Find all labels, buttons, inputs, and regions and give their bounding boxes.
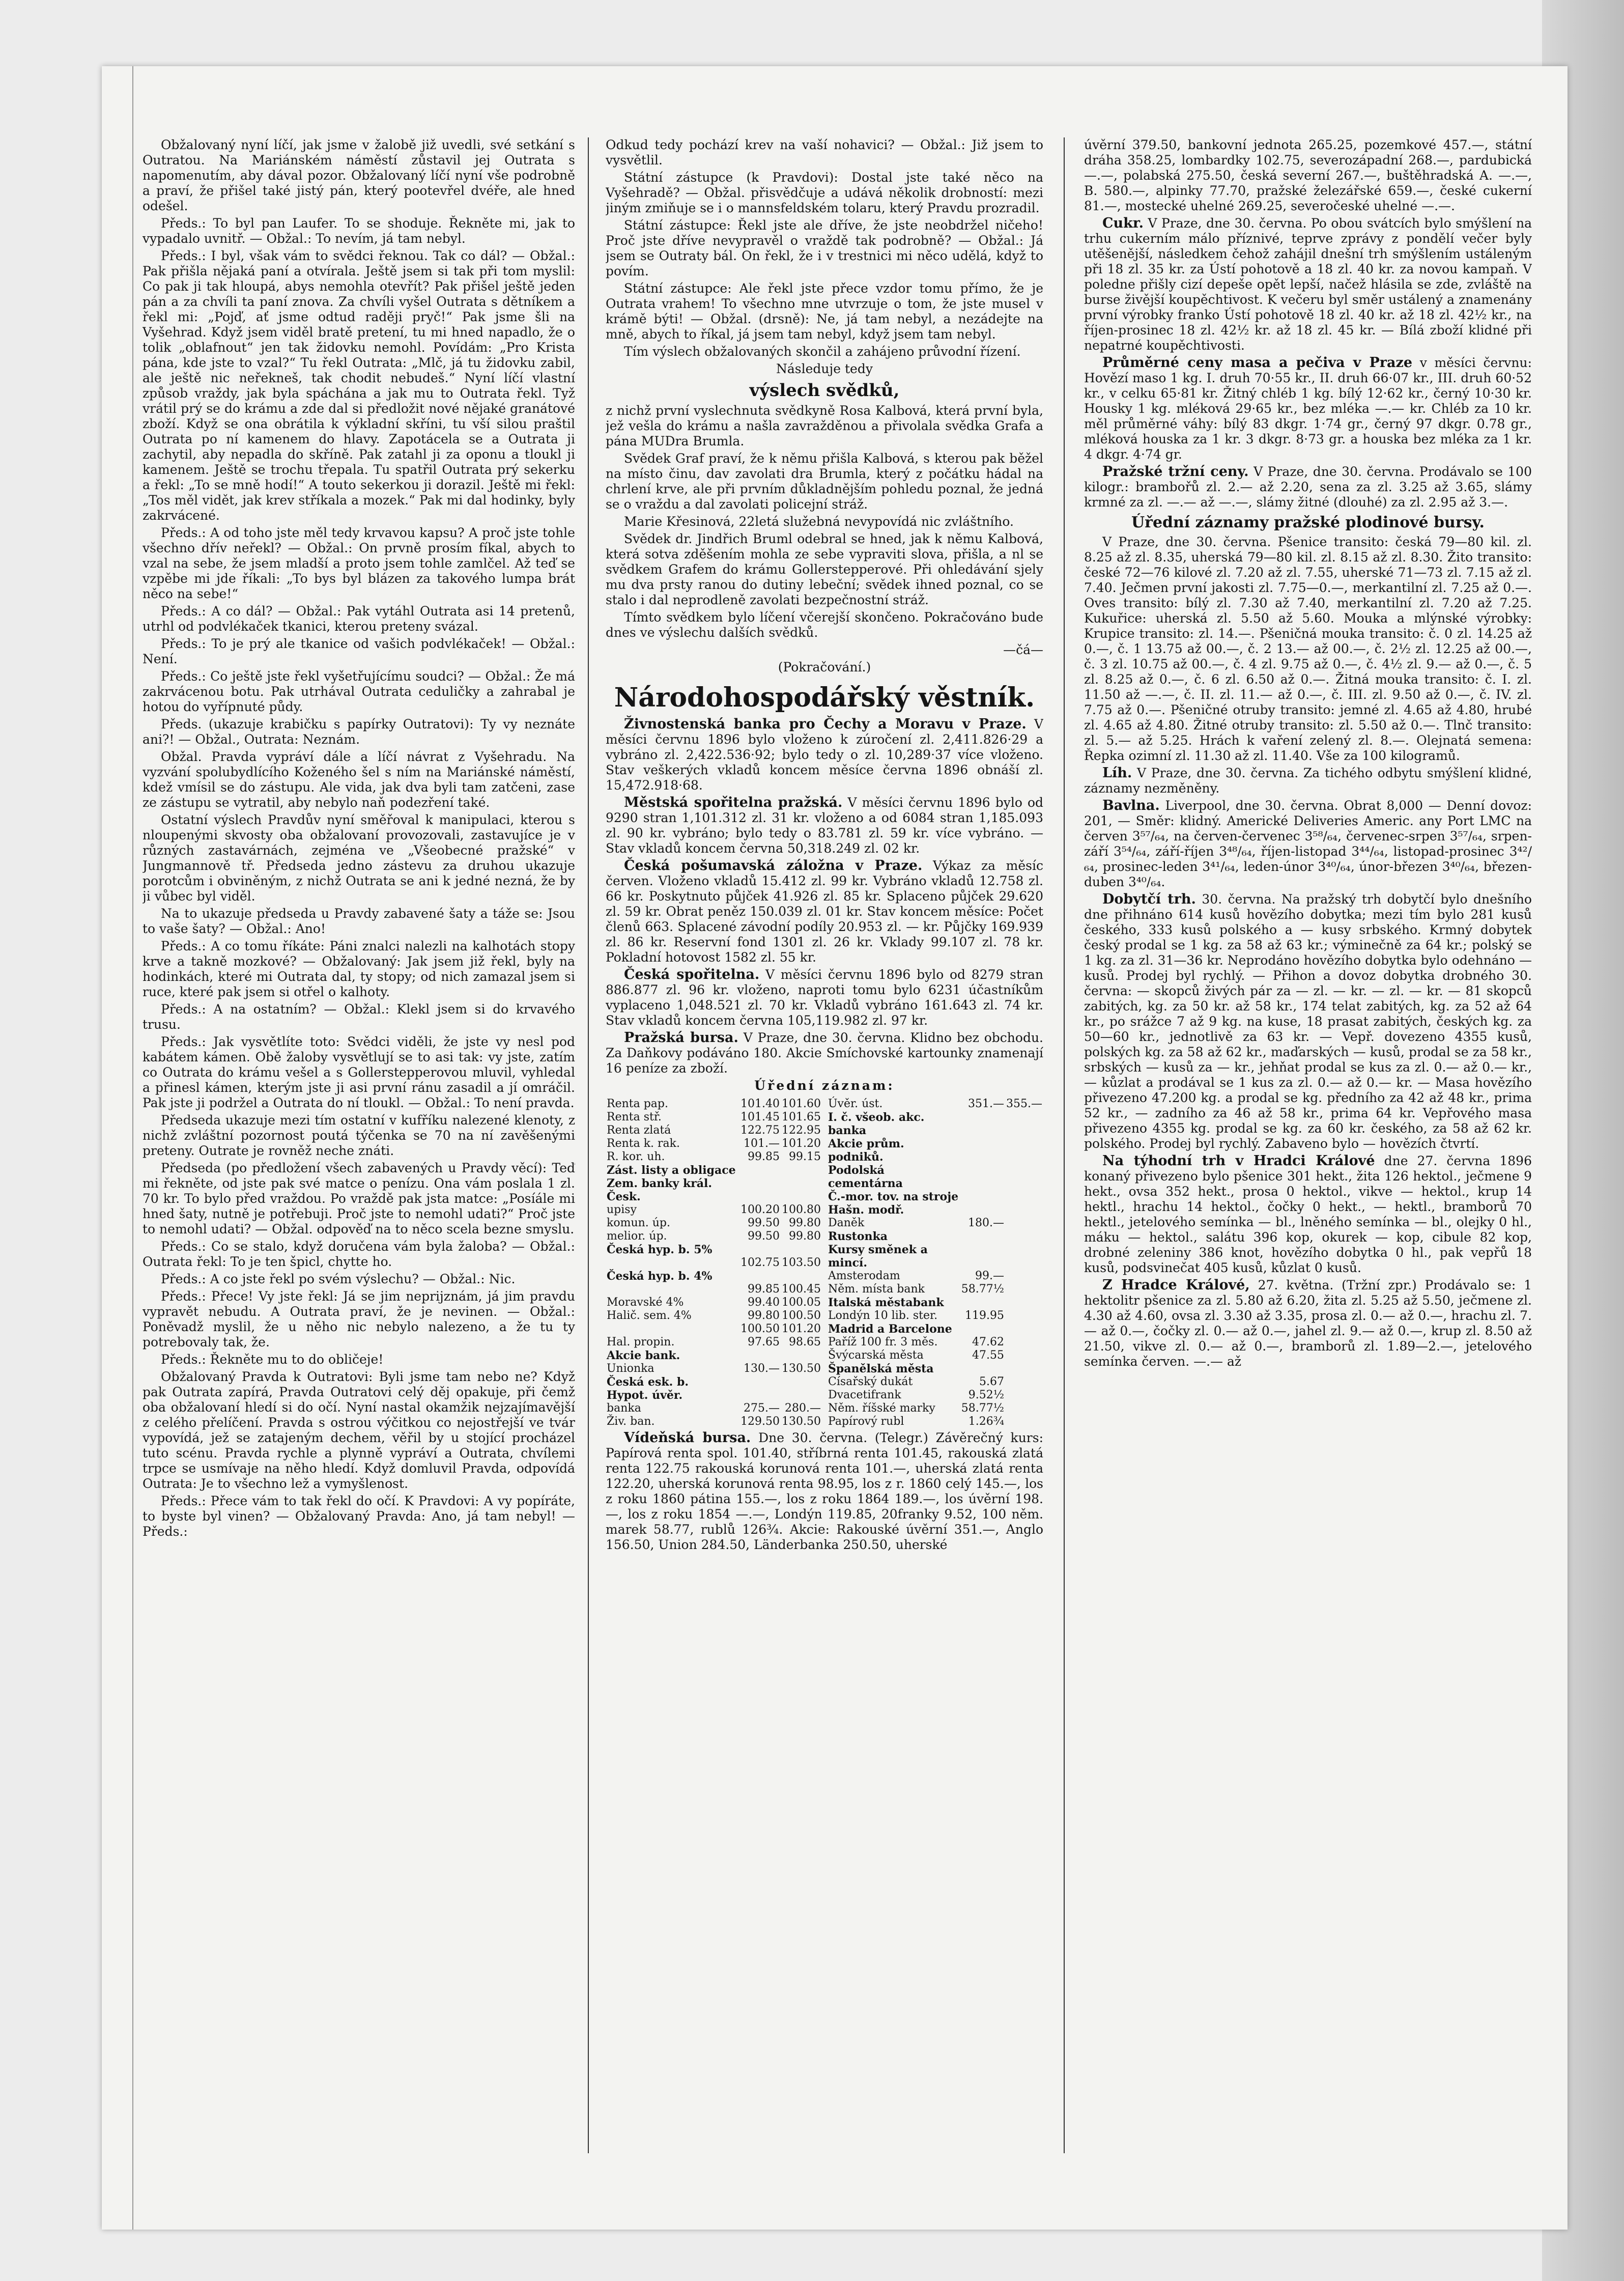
column-rule-1 [588, 137, 589, 2153]
economy-item-text: V měsíci červnu 1896 bylo od 8279 stran 886.877 zl. 96 kr. vloženo, naproti tomu bylo 6231 účastníkům vyplaceno 1,048.521 zl. 70 kr. Vkladů vybráno 161.643 zl. 74 kr. Stav vkladů koncem června 105,119.982 zl. 97 kr. [606, 967, 1043, 1028]
quote-label: Úvěr. úst. [828, 1097, 883, 1110]
quotes-title: Úřední záznam: [754, 1078, 895, 1093]
quote-row [827, 1203, 1043, 1217]
economy-item-text: V měsíci červnu 1896 bylo vloženo k zúročení zl. 2,411.826·29 a vybráno zl. 2,422.536·92; bylo tedy o zl. 10,289·37 více vloženo. Stav veškerých vkladů koncem měsíce června 1896 obnáší zl. 15,472.918·68. [606, 717, 1043, 793]
quote-value: 101.20 [782, 1137, 821, 1150]
quote-label: Španělská města [828, 1362, 934, 1375]
quote-value: 101.60 [782, 1097, 821, 1110]
quote-row [827, 1097, 1043, 1111]
quote-label: melior. úp. [607, 1230, 667, 1243]
quote-value: 98.65 [789, 1336, 821, 1348]
trial-paragraph: Předs.: Co ještě jste řekl vyšetřujícímu soudci? — Obžal.: Že má zakrvácenou botu. Pak utrhával Outrata ceduličky a zahrabal je hotou do vyřípnuté půdy. [143, 669, 575, 714]
trial-paragraph: Na to ukazuje předseda u Pravdy zabavené šaty a táže se: Jsou to vaše šaty? — Obžal.: Ano! [143, 906, 575, 936]
continued-note: (Pokračování.) [778, 660, 871, 674]
quote-row [606, 1362, 822, 1375]
quote-row [606, 1164, 822, 1177]
quote-value: 47.55 [972, 1349, 1005, 1362]
market-item-head: Bavlna. [1102, 798, 1160, 813]
quote-value: 99.50 [748, 1217, 780, 1229]
witness-heading: výslech svědků, [749, 380, 900, 401]
quote-label: Moravské 4% [607, 1296, 684, 1309]
trial-paragraph: Obžalovaný nyní líčí, jak jsme v žalobě již uvedli, své setkání s Outratou. Na Mariánském náměstí zůstavil jej Outrata s napomenutím, aby dával pozor. Obžalovaný líčí nyní vše podrobně a praví, že přišel také jistý pán, který pootevřel dvéře, ale hned odešel. [143, 137, 575, 213]
quote-value [781, 1177, 822, 1203]
economy-item [606, 967, 1043, 1028]
quote-label: Amsterodam [828, 1270, 900, 1282]
quote-value: 97.65 [748, 1336, 780, 1348]
quote-value: 101.20 [782, 1322, 821, 1335]
quote-label: Něm. říšské marky [828, 1402, 935, 1415]
quote-label: Hal. propin. [607, 1336, 675, 1348]
quote-row [606, 1203, 822, 1217]
quote-value [739, 1389, 781, 1402]
quote-value: 9.52½ [968, 1389, 1005, 1401]
quote-value [960, 1243, 1005, 1270]
quote-value: 180.— [968, 1217, 1005, 1229]
quote-value [1005, 1217, 1043, 1230]
quote-label: banka [607, 1402, 641, 1415]
bourse-text: V Praze, dne 30. června. Pšenice transito: česká 79—80 kil. zl. 8.25 až zl. 8.35, uherská 79—80 kil. zl. 8.15 až zl. 8.30. Žito transito: české 72—76 kilové zl. 7.20 až zl. 7.55, uherské 71—73 zl. 7.15 až zl. 7.40. Ječmen první jakosti zl. 7.75—0.—, merkantilní zl. 7.25 až 0.—. Oves transito: bílý zl. 7.30 až 7.40, merkantilní zl. 7.20 až 7.25. Kukuřice: uherská zl. 5.50 až 5.60. Mouka a mlýnské výrobky: Krupice transito: zl. 14.—. Pšeničná mouka transito: č. 0 zl. 14.25 až 0.—, č. 1 13.75 až 00.—, č. 2 13.— až 00.—, č. 2½ zl. 12.25 až 00.—, č. 3 zl. 10.75 až 00.—, č. 4 zl. 9.75 až 0.—, č. 4½ zl. 9.— až 0.—, č. 5 zl. 8.25 až 0.—, č. 6 zl. 6.50 až 0.—. Žitná mouka transito: č. I. zl. 11.50 až —.—, č. II. zl. 11.— až 0.—, č. III. zl. 9.50 až 0.—, č. IV. zl. 7.75 až 0.—. Pšeničné otruby transito: jemné zl. 4.65 až 4.80, hrubé zl. 4.65 až 4.80. Žitné otruby transito: zl. 5.50 až 0.—. Tlnč transito: zl. 5.— až 5.25. Hrách k vaření zelený zl. 8.—. Olejnatá semena: Řepka ozimní zl. 11.30 až zl. 11.40. Vše za 100 kilogramů. [1084, 534, 1532, 763]
quote-label [606, 1322, 739, 1336]
trial-paragraph: Ostatní výslech Pravdův nyní směřoval k manipulaci, kterou s nloupenými skvosty oba obžalovaní provozovali, zastavujíce je v různých zastavárnách, zejména ve „Všeobecné pražské“ v Jungmannově tř. Předseda jedno zástevu za druhou ukazuje porotcům i obviněným, z nichž Outrata se ani k jedné nezná, že by ji vůbec byl viděl. [143, 812, 575, 904]
quote-row [827, 1217, 1043, 1230]
quote-row [827, 1322, 1043, 1336]
economy-item-head: Česká spořitelna. [624, 967, 760, 982]
quote-label: Dvacetifrank [828, 1389, 901, 1401]
quote-row [606, 1415, 822, 1428]
market-item-head: Dobytčí trh. [1102, 891, 1196, 907]
market-item [1084, 1278, 1532, 1369]
quote-label: Renta zlatá [607, 1124, 671, 1137]
quote-value [960, 1230, 1005, 1243]
quote-value: 355.— [1006, 1097, 1042, 1110]
market-item [1084, 464, 1532, 510]
economy-item-head: Česká pošumavská záložna v Praze. [624, 858, 923, 874]
quote-value: 280.— [785, 1402, 821, 1415]
quote-value [1005, 1190, 1043, 1203]
trial-paragraph: Předseda ukazuje mezi tím ostatní v kufříku nalezené klenoty, z nichž zvláštní pozornost poutá týčenka se 70 na ní zavěšenými preteny. Outrate je rovněž neche znáti. [143, 1113, 575, 1158]
quote-value [960, 1203, 1005, 1217]
quote-label: Švýcarská města [828, 1349, 924, 1362]
quote-value [1005, 1309, 1043, 1322]
quote-label: Renta pap. [607, 1097, 668, 1110]
bourse-heading: Úřední záznamy pražské plodinové bursy. [1131, 514, 1485, 531]
quote-label: Podolská cementárna [828, 1164, 903, 1190]
quote-row [827, 1309, 1043, 1322]
economy-item-head: Pražská bursa. [624, 1030, 738, 1046]
quote-value [781, 1375, 822, 1389]
market-item-head: Cukr. [1102, 215, 1144, 231]
trial-paragraph: Předs. (ukazuje krabičku s papírky Outratovi): Ty vy neznáte ani?! — Obžal., Outrata: Neznám. [143, 717, 575, 747]
quote-row [606, 1375, 822, 1389]
quote-value: 5.67 [979, 1375, 1005, 1388]
economy-item [606, 795, 1043, 856]
quote-value: 122.95 [782, 1124, 821, 1137]
quote-value: 100.20 [740, 1203, 780, 1216]
trial-paragraph: Předseda (po předložení všech zabavených u Pravdy věcí): Teď mi řekněte, od jste pak své matce o penízu. Ona vám poslala 1 zl. 70 kr. To bylo před vraždou. Po vraždě pak jsta matce: „Posíále mi hned šaty, nutně je potřebuji. Proč jste to nemohl udati?“ Proč jste to nemohl udati? — Obžal. odpověď na to něco scela bezne smyslu. [143, 1161, 575, 1236]
quote-row [606, 1322, 822, 1336]
column-witnesses-economy [606, 137, 1043, 2153]
quote-label: Madrid a Barcelone [828, 1322, 952, 1336]
quote-label: Londýn 10 lib. ster. [828, 1309, 938, 1322]
market-item-text: Liverpool, dne 30. června. Obrat 8,000 — Denní dovoz: 201, — Směr: klidný. Americké Deliveries Americ. any Port LMC na červen 3⁵⁷/₆₄, na červen-červenec 3⁵⁸/₆₄, červenec-srpen 3⁵⁷/₆₄, srpen-září 3⁵⁴/₆₄, září-říjen 3⁴⁸/₆₄, říjen-listopad 3⁴⁴/₆₄, listopad-prosinec 3⁴²/₆₄, prosinec-leden 3⁴¹/₆₄, leden-únor 3⁴⁰/₆₄, únor-březen 3⁴⁰/₆₄, březen-duben 3⁴⁰/₆₄. [1084, 798, 1532, 889]
quote-row [827, 1243, 1043, 1270]
quote-value: 99.50 [748, 1230, 780, 1243]
quote-label: komun. úp. [607, 1217, 671, 1229]
quote-value [1005, 1336, 1043, 1349]
column-markets [1084, 137, 1532, 2153]
quote-value: 130.50 [782, 1415, 821, 1428]
market-item-text: dne 27. června 1896 konaný přivezeno bylo pšenice 301 hekt., žita 126 hektol., ječmene 9 hekt., ovsa 352 hekt., prosa 0 hektol., vikve — hektol., krup 14 hektl., hrachu 14 hektol., čočky 0 hekt., — hektl., bramborů 70 hektl., jetelového semínka — bl., lněného semínka — bl., olejky 0 hl., máku — hektol., salátu 396 kop, okurek — kop, cibule 82 kop, drobné zeleniny 386 knot, hovězího dobytka 0 hl., pak vepřů 18 kusů, podsvinečat 405 kusů, kůzlat 0 kusů. [1084, 1153, 1532, 1275]
quote-value: 100.50 [782, 1309, 821, 1322]
trial-paragraph: Státní zástupce: Ale řekl jste přece vzdor tomu přímo, že je Outrata vrahem! To všechno mne utvrzuje o tom, že jste musel v krámě býti! — Obžal. (drsně): Ne, já tam nebyl, a nezádejte na mně, abych to říkal, já jsem tam nebyl, když jsem tam nebyl. [606, 281, 1043, 342]
quote-value: 101.40 [740, 1097, 780, 1110]
quote-value: 1.26¾ [968, 1415, 1005, 1428]
quote-value: 99.85 [748, 1150, 780, 1163]
quote-value [1005, 1296, 1043, 1309]
quote-row [606, 1137, 822, 1150]
economy-item-head: Živnostenská banka pro Čechy a Moravu v Praze. [624, 716, 1027, 732]
quote-value: 100.80 [782, 1203, 821, 1216]
quote-label: Renta stř. [607, 1111, 662, 1123]
quote-label: Česká esk. b. [607, 1375, 689, 1389]
quote-row [827, 1137, 1043, 1164]
quote-row [606, 1309, 822, 1322]
economy-item [606, 1030, 1043, 1076]
economy-section-title: Národohospodářský věstník. [614, 682, 1035, 713]
quote-label: Daněk [828, 1217, 865, 1229]
quote-row [606, 1230, 822, 1243]
economy-item-head: Městská spořitelna pražská. [624, 795, 843, 810]
quote-value: 100.05 [782, 1296, 821, 1309]
quote-value [781, 1243, 822, 1256]
quote-value [1005, 1243, 1043, 1270]
quote-value [1005, 1362, 1043, 1375]
quote-row [606, 1336, 822, 1349]
quote-value: 47.62 [972, 1336, 1005, 1348]
market-item-head: Průměrné ceny masa a pečiva v Praze [1102, 355, 1413, 371]
quote-row [606, 1270, 822, 1283]
quote-value: 99.80 [789, 1217, 821, 1229]
quote-value [1005, 1164, 1043, 1190]
quote-label: Zást. listy a obligace [607, 1164, 736, 1177]
quote-value: 99.— [975, 1270, 1005, 1282]
quote-value: 99.40 [748, 1296, 780, 1309]
market-item [1084, 798, 1532, 890]
quote-value [781, 1349, 822, 1362]
quote-value: 122.75 [740, 1124, 780, 1137]
quote-label [606, 1283, 739, 1296]
quote-label: Česká hyp. b. 5% [607, 1243, 713, 1256]
quote-value [960, 1111, 1005, 1137]
quote-value [781, 1164, 822, 1177]
economy-item-text: Dne 30. června. (Telegr.) Závěrečný kurs: Papírová renta spol. 101.40, stříbrná renta 101.45, rakouská zlatá renta 122.75 rakouská korunová renta 101.—, uherská zlatá renta 122.20, uherská korunová renta 98.95, los z r. 1860 celý 145.—, los z roku 1860 pátina 155.—, los z roku 1864 189.—, los úvěrní 198.—, los z roku 1854 —.—, Londýn 119.85, 20franky 9.52, 100 něm. marek 58.77, rublů 126¾. Akcie: Rakouské úvěrní 351.—, Anglo 156.50, Union 284.50, Länderbanka 250.50, uherské [606, 1430, 1043, 1552]
quote-value: 99.85 [748, 1283, 780, 1296]
quote-row [827, 1402, 1043, 1415]
quote-value: 351.— [968, 1097, 1005, 1110]
trial-paragraph: Obžal. Pravda vypráví dále a líčí návrat z Vyšehradu. Na vyzvání spolubydlícího Koženého šel s ním na Mariánské náměstí, kdež vmísil se do zástupu. Ale vida, jak dva byli tam zatčeni, zase ze zástupu se vytratil, aby nebylo naň podezření také. [143, 749, 575, 810]
economy-item [606, 717, 1043, 793]
quote-value [1005, 1375, 1043, 1389]
quote-value [1005, 1402, 1043, 1415]
quote-row [606, 1150, 822, 1164]
quote-row [827, 1296, 1043, 1309]
quote-value: 100.50 [740, 1322, 780, 1335]
quote-value [1005, 1203, 1043, 1217]
quote-row [827, 1415, 1043, 1428]
economy-item-text: V Praze, dne 30. června. Klidno bez obchodu. Za Daňkovy podáváno 180. Akcie Smíchovské kartounky znamenají 16 peníze za zboží. [606, 1030, 1043, 1076]
quote-value [960, 1362, 1005, 1375]
quote-label: Papírový rubl [828, 1415, 904, 1428]
economy-item-head: Vídeňská bursa. [624, 1430, 751, 1446]
market-item-text: 27. května. (Tržní zpr.) Prodávalo se: 1 hektolitr pšenice za zl. 5.80 až 6.20, žita zl. 5.25 až 5.50, ječmene zl. 4.30 až 4.60, ovsa zl. 3.30 až 3.35, prosa zl. 0.— až 0.—, hrachu zl. 7.— až 0.—, čočky zl. 0.— až 0.—, jahel zl. 9.— až 0.—, krup zl. 8.50 až 21.50, vikve zl. 0.— až 0.—, bramborů zl. 1.89—2.—, jetelového semínka červen. —.— až [1084, 1278, 1532, 1369]
quote-label: Italská městabank [828, 1296, 944, 1309]
witness-paragraph: Svědek dr. Jindřich Bruml odebral se hned, jak k němu Kalbová, která sotva zděšením mohla ze sebe vypraviti slova, přišla, a nl se svědkem Grafem do krámu Gollerstepperové. Při ohledávání sjely mu dva prsty ranou do dutiny lebeční; svědek ihned poznal, co se stalo i dal neprodleně zavolati bezpečnostní stráž. [606, 531, 1043, 607]
quotes-table-left [606, 1097, 822, 1428]
trial-paragraph: Předs.: Řekněte mu to do obličeje! [161, 1352, 384, 1367]
quote-row [827, 1362, 1043, 1375]
quote-row [606, 1349, 822, 1362]
trial-paragraph: Předs.: A co tomu říkáte: Páni znalci nalezli na kalhotách stopy krve a takně mozkové? — Obžalovaný: Jak jsem již řekl, byly na hodinkách, které mi Outrata dal, ty stopy; od nich zamazal jsem si ruce, které pak jsem si otřel o kalhoty. [143, 939, 575, 999]
economy-item [606, 1430, 1043, 1553]
quote-label: Akcie bank. [607, 1349, 680, 1362]
quote-label: Hypot. úvěr. [607, 1389, 683, 1402]
witness-paragraph: Svědek Graf praví, že k němu přišla Kalbová, s kterou pak běžel na místo činu, dav zavolati dra Brumla, který z počátku hádal na chrlení krve, ale při prvním důkladnějším pohledu poznal, že jedná se o vraždu a dal zavolati policejní stráž. [606, 451, 1043, 512]
trial-paragraph: Předs.: Jak vysvětlíte toto: Svědci viděli, že jste vy nesl pod kabátem kámen. Obě žaloby vysvětlují se to asi tak: vy jste, zatím co Outrata do krámu vešel a s Gollerstepperovou mluvil, vyhledal a přinesl kámen, kterým jste ji asi první ránu zasadil a jí omráčil. Pak jste ji podržel a Outrata do ní tloukl. — Obžal.: To není pravda. [143, 1034, 575, 1110]
quote-row [606, 1217, 822, 1230]
quote-value [960, 1164, 1005, 1190]
quote-value: 130.50 [782, 1362, 821, 1375]
quotes-table-right [827, 1097, 1043, 1428]
quote-row [606, 1111, 822, 1124]
market-item-text: V Praze, dne 30. června. Po obou svátcích bylo smýšlení na trhu cukerním málo příznivé, teprve zprávy z pondělí večer byly utěšenější, následkem čehož zahájil dnešní trh smýšlením ustáleným při 18 zl. 35 kr. za Ústí pohotově a 18 zl. 40 kr. za novou kampaň. V poledne přišly cizí depeše opět lepší, načež hlásila se zde, zvláště na burse živější koupěchtivost. K večeru byl směr ustálený a znamenány první výrobky franko Ústí pohotově 18 zl. 40 kr. až 18 zl. 42½ kr., na říjen-prosinec 18 zl. 42½ kr. až 18 zl. 45 kr. — Bílá zboží klidné při nepatrné koupěchtivosti. [1084, 216, 1532, 353]
quote-label: upisy [607, 1203, 637, 1216]
quote-value [781, 1270, 822, 1283]
quote-value [739, 1349, 781, 1362]
quote-value [960, 1137, 1005, 1164]
quote-label [606, 1256, 739, 1270]
column-rule-2 [1064, 137, 1065, 2153]
quote-label: Halič. sem. 4% [607, 1309, 692, 1322]
quote-value: 102.75 [740, 1256, 780, 1269]
trial-paragraph: Předs.: I byl, však vám to svědci řeknou. Tak co dál? — Obžal.: Pak přišla nějaká paní a otvírala. Ještě jsem si tak při tom myslil: Co pak ji tak hloupá, abys nemohla otevřít? Pak přišel ještě jeden pán a za chvíli ta paní znova. Za chvíli vyšel Outrata s dětníkem a řekl mi: „Pojď, ať jsme odtud raději pryč!“ Pak jsme šli na Vyšehrad. Když jsem viděl bratě pretení, tu mi hned napadlo, že o tolik „oblafnout“ jen tak židovku nemohl. Povídám: „Pro Krista pána, kde jste to vzal?“ Tu řekl Outrata: „Mlč, já tu židovku zabil, ale ještě nic neřekneš, tak chodit nebudeš.“ Nyní líčí vlastní způsob vraždy, jak byla spáchána a jak mu to Outrata řekl. Tyž vrátil prý se do krámu a zde dal si předložit nové nějaké granátové zboží. Když se ona obrátila k výkladní skříni, tu vší silou praštil Outrata po ní kamenem do hlavy. Zapotácela se a Outrata ji zachytil, aby nepadla do skříně. Pak zatahl ji za oponu a tloukl ji kamenem. Ještě se trochu třepala. Tu spatřil Outrata prý sekerku a řekl: „To se mně hodí!“ A touto sekerkou ji dorazil. Ještě mi řekl: „Tos měl vidět, jak krev stříkala a mozek.“ Pak mi dal hodinky, byly zakrvácené. [143, 248, 575, 523]
quote-value: 99.80 [748, 1309, 780, 1322]
economy-item-text: V měsíci červnu 1896 bylo od 9290 stran 1,101.312 zl. 31 kr. vloženo a od 6084 stran 1,185.093 zl. 90 kr. vybráno; bylo tedy o 83.781 zl. 59 kr. více vybráno. — Stav vkladů koncem června 50,318.249 zl. 02 kr. [606, 795, 1043, 856]
quote-value: 129.50 [740, 1415, 780, 1428]
quote-value: 119.95 [965, 1309, 1005, 1322]
quote-row [827, 1389, 1043, 1402]
quote-value: 100.45 [782, 1283, 821, 1296]
quote-value: 99.80 [789, 1230, 821, 1243]
trial-paragraph: Tím výslech obžalovaných skončil a zahájeno průvodní řízení. [624, 344, 1021, 359]
quote-value [960, 1322, 1005, 1336]
quote-row [827, 1111, 1043, 1137]
economy-item [606, 858, 1043, 965]
quote-value [1005, 1230, 1043, 1243]
quote-row [606, 1256, 822, 1270]
quote-value: 58.77½ [961, 1402, 1005, 1415]
quote-value [739, 1177, 781, 1203]
trial-paragraph: Předs.: To byl pan Laufer. To se shoduje. Řekněte mi, jak to vypadalo uvnitř. — Obžal.: To nevím, já tam nebyl. [143, 216, 575, 246]
quote-row [606, 1097, 822, 1111]
quote-label: I. č. všeob. akc. banka [828, 1111, 925, 1137]
market-item-head: Z Hradce Králové, [1102, 1277, 1250, 1293]
quote-value [1005, 1322, 1043, 1336]
newspaper-page [102, 66, 1568, 2230]
quote-label: Živ. ban. [607, 1415, 655, 1428]
quote-value [1005, 1389, 1043, 1402]
quote-label: Č.-mor. tov. na stroje [828, 1190, 959, 1203]
quote-label: Akcie prům. podniků. [828, 1137, 904, 1164]
quote-row [827, 1336, 1043, 1349]
quote-value [960, 1190, 1005, 1203]
quote-value: 130.— [744, 1362, 780, 1375]
trial-paragraph: Předs.: A co jste řekl po svém výslechu? — Obžal.: Nic. [161, 1272, 516, 1286]
quote-label: Unionka [607, 1362, 654, 1375]
witness-paragraph: z nichž první vyslechnuta svědkyně Rosa Kalbová, která první byla, jež vešla do krámu a našla zavražděnou a přivolala svědka Grafa a pána MUDra Brumla. [606, 403, 1043, 448]
trial-paragraph: Předs.: Přece! Vy jste řekl: Já se jim neprijznám, já jim pravdu vypravět nebudu. A Outrata praví, že je nevinen. — Obžal.: Poněvadž myslil, že u něho nic nebylo nalezeno, a že tu ty potrebovaly tak, že. [143, 1289, 575, 1349]
quote-value: 275.— [744, 1402, 780, 1415]
market-item [1084, 216, 1532, 353]
market-item-head: Líh. [1102, 765, 1132, 781]
economy-item-text: Výkaz za měsíc červen. Vloženo vkladů 15.412 zl. 99 kr. Vybráno vkladů 12.758 zl. 66 kr. Poskytnuto půjček 41.926 zl. 85 kr. Splaceno půjček 29.620 zl. 59 kr. Obrat peněz 150.039 zl. 01 kr. Stav koncem měsíce: Počet členů 663. Splacené závodní podíly 20.953 zl. — kr. Půjčky 169.939 zl. 86 kr. Reservní fond 1301 zl. 26 kr. Vklady 99.107 zl. 78 kr. Pokladní hotovost 1582 zl. 55 kr. [606, 858, 1043, 965]
trial-paragraph: Předs.: A co dál? — Obžal.: Pak vytáhl Outrata asi 14 pretenů, utrhl od podvlékaček tkanici, kterou preteny svázal. [143, 604, 575, 634]
quote-label: Paříž 100 fr. 3 měs. [828, 1336, 938, 1348]
quotes-tables [606, 1095, 1043, 1430]
market-item-head: Na týhodní trh v Hradci Králové [1102, 1153, 1375, 1169]
market-item [1084, 892, 1532, 1151]
trial-paragraph: Předs.: To je prý ale tkanice od vašich podvlékaček! — Obžal.: Není. [143, 636, 575, 666]
quote-value: 58.77½ [961, 1283, 1005, 1296]
market-item-text: v měsíci červnu: Hovězí maso 1 kg. I. druh 70·55 kr., II. druh 66·07 kr., III. druh 60·52 kr., v celku 65·81 kr. Žitný chléb 1 kg. bílý 12·62 kr., černý 10·30 kr. Housky 1 kg. mléková 29·65 kr., bez mléka —.— kr. Chléb za 10 kr. měl průměrné váhy: bílý 83 dkgr. 1·74 gr., černý 97 dkgr. 0.78 gr., mléková houska za 1 kr. 3 dkgr. 8·73 gr. a houska bez mléka za 1 kr. 4 dkgr. 4·74 gr. [1084, 355, 1532, 462]
quote-row [827, 1164, 1043, 1190]
market-item-text: V Praze, dne 30. června. Za tichého odbytu smýšlení klidné, záznamy nezměněny. [1084, 766, 1532, 796]
witness-paragraph: Marie Křesinová, 22letá služebná nevypovídá nic zvláštního. [624, 514, 1014, 529]
quote-row [606, 1243, 822, 1256]
trial-paragraph: Následuje tedy [776, 361, 873, 376]
quote-row [827, 1349, 1043, 1362]
quote-label: Zem. banky král. Česk. [607, 1177, 713, 1203]
quote-value [739, 1243, 781, 1256]
quote-row [606, 1283, 822, 1296]
trial-paragraph: Obžalovaný Pravda k Outratovi: Byli jsme tam nebo ne? Když pak Outrata zapírá, Pravda Outratovi celý děj opakuje, při čemž oba obžalovaní hledí si do očí. Nyní nastal okamžik nejzajímavější z celého přelíčení. Pravda s ostrou výčitkou co nejostřejší ve tvár vypovídá, jež se zatajeným dechem, věřil by u stojící procházel tuto scénu. Pravda rychle a plynně vypráví a Outrata, chvílemi trpce se usmívaje na něho hledí. Když domluvil Pravda, odpovídá Outrata: Je to všechno lež a vymyšlenost. [143, 1369, 575, 1491]
trial-paragraph: Předs.: Co se stalo, když doručena vám byla žaloba? — Obžal.: Outrata řekl: To je ten špicl, chytte ho. [143, 1239, 575, 1269]
quote-value: 101.65 [782, 1111, 821, 1123]
market-item [1084, 766, 1532, 796]
quote-value [1005, 1349, 1043, 1362]
quote-label: Něm. místa bank [828, 1283, 925, 1296]
quote-label: R. kor. uh. [607, 1150, 665, 1163]
author-signature: —čá— [1003, 642, 1043, 657]
market-item [1084, 355, 1532, 462]
quote-value [1005, 1415, 1043, 1428]
quote-row [606, 1402, 822, 1415]
quote-value: 101.45 [740, 1111, 780, 1123]
trial-paragraph: Předs.: A na ostatním? — Obžal.: Klekl jsem si do krvavého trusu. [143, 1002, 575, 1032]
quote-row [827, 1190, 1043, 1203]
market-item-head: Pražské tržní ceny. [1102, 464, 1249, 480]
quote-label: Císařský dukát [828, 1375, 913, 1388]
quote-value: 103.50 [782, 1256, 821, 1269]
binding-fold [132, 66, 133, 2230]
trial-paragraph: Předs.: Přece vám to tak řekl do očí. K Pravdovi: A vy popíráte, to byste byl vinen? — Obžalovaný Pravda: Ano, já tam nebyl! — Předs.: [143, 1494, 575, 1539]
quote-label: Rustonka [828, 1230, 888, 1243]
quote-value [1005, 1137, 1043, 1164]
quote-row [606, 1389, 822, 1402]
quote-row [606, 1124, 822, 1137]
quote-value [781, 1389, 822, 1402]
quote-label: Hašn. modř. [828, 1203, 904, 1217]
quote-row [606, 1296, 822, 1309]
market-item [1084, 1153, 1532, 1276]
trial-paragraph: Odkud tedy pochází krev na vaší nohavici? — Obžal.: Již jsem to vysvětlil. [606, 137, 1043, 167]
quote-label: Česká hyp. b. 4% [607, 1270, 713, 1283]
quote-value [1005, 1111, 1043, 1137]
witness-paragraph: Tímto svědkem bylo líčení včerejší skončeno. Pokračováno bude dnes ve výslechu dalších svědků. [606, 610, 1043, 640]
quote-label: Kursy směnek a mincí. [828, 1243, 928, 1270]
market-item-text: 30. června. Na pražský trh dobytčí bylo dnešního dne přihnáno 614 kusů hovězího dobytka; mezi tím bylo 281 kusů českého, 333 kusů polského a — kusy srbského. Krmný dobytek český prodal se 1 kg. za 58 až 63 kr.; výminečně za 64 kr.; polský se 1 kg. za zl. 31—36 kr. Neprodáno hovězího dobytka bylo odehnáno — kusů. Prodej byl rychlý. — Přihon a dovoz dobytka drobného 30. června: — skopců živých pár za — zl. — kr. — zl. — kr. — 81 skopců zabitých, kg. za 50 kr. až 58 kr., 174 telat zabitých, kg. za 52 až 64 kr., po srážce 7 až 9 kg. na kuse, 18 prasat zabitých, českých kg. za 50—60 kr., jednotlivě za 63 kr. — Vepř. dovezeno 4355 kusů, polských kg. za 58 až 62 kr., maďarských — kusů, prodal se za 58 kr., srbských — kusů za — kr., jehňat prodal se kus za zl. 0.— až 0.— kr., — kůzlat a prodával se 1 kus za zl. 0.— až 0.— kr. — Masa hovězího přivezeno 47.200 kg. a prodal se kg. předního za 42 až 48 kr., prima 52 kr., — zadního za 46 až 58 kr., prima 64 kr. Vepřového masa přivezeno 4355 kg. prodal se kg. za 60 kr. českého, za 58 až 62 kr. polského. Prodej byl rychlý. Zabaveno bylo — hovězích čtvrtí. [1084, 892, 1532, 1151]
quote-row [827, 1270, 1043, 1283]
quote-value [739, 1270, 781, 1283]
quote-value [1005, 1283, 1043, 1296]
market-paragraph: úvěrní 379.50, bankovní jednota 265.25, pozemkové 457.—, státní dráha 358.25, lombardky 102.75, severozápadní 268.—, pardubická —.—, polabská 275.50, česká severní 267.—, buštěhradská A. —.—, B. 580.—, alpinky 77.70, pražské železářské 659.—, české cukerní 81.—, mostecké uhelné 269.25, severočeské uhelné —.—. [1084, 137, 1532, 213]
quote-value [739, 1164, 781, 1177]
quote-row [827, 1230, 1043, 1243]
column-trial-report [143, 137, 575, 2153]
quote-value [739, 1375, 781, 1389]
quote-row [606, 1177, 822, 1203]
quote-value [1005, 1270, 1043, 1283]
trial-paragraph: Předs.: A od toho jste měl tedy krvavou kapsu? A proč jste tohle všechno dřív neřekl? — Obžal.: On prvně prosím fíkal, abych to vzal na sebe, že jsem mladší a proto jsem tohle zamlčel. Až teď se vzpěbe mi jde říkali: „To bys byl blázen za takového lumpa brát něco na sebe!“ [143, 525, 575, 601]
trial-paragraph: Státní zástupce (k Pravdovi): Dostal jste také něco na Vyšehradě? — Obžal. přisvědčuje a udává několik drobností: mezi jiným zmiňuje se i o mannsfeldském tolaru, který Pravdu prozradil. [606, 170, 1043, 215]
trial-paragraph: Státní zástupce: Řekl jste ale dříve, že jste neobdržel ničeho! Proč jste dříve nevypravěl o vraždě tak podrobně? — Obžal.: Já jsem se Outraty bál. On řekl, že i v trestnici mi něco udělá, když to povím. [606, 218, 1043, 278]
quote-label: Renta k. rak. [607, 1137, 680, 1150]
quote-value [960, 1296, 1005, 1309]
quote-row [827, 1283, 1043, 1296]
market-item-text: V Praze, dne 30. června. Prodávalo se 100 kilogr.: brambořů zl. 2.— až 2.20, sena za zl. 3.25 až 3.65, slámy krmné za zl. —.— až —.—, slámy žitné (dlouhé) za zl. 2.95 až 3.—. [1084, 464, 1532, 510]
quote-row [827, 1375, 1043, 1389]
quote-value: 101.— [744, 1137, 780, 1150]
quote-value: 99.15 [789, 1150, 821, 1163]
